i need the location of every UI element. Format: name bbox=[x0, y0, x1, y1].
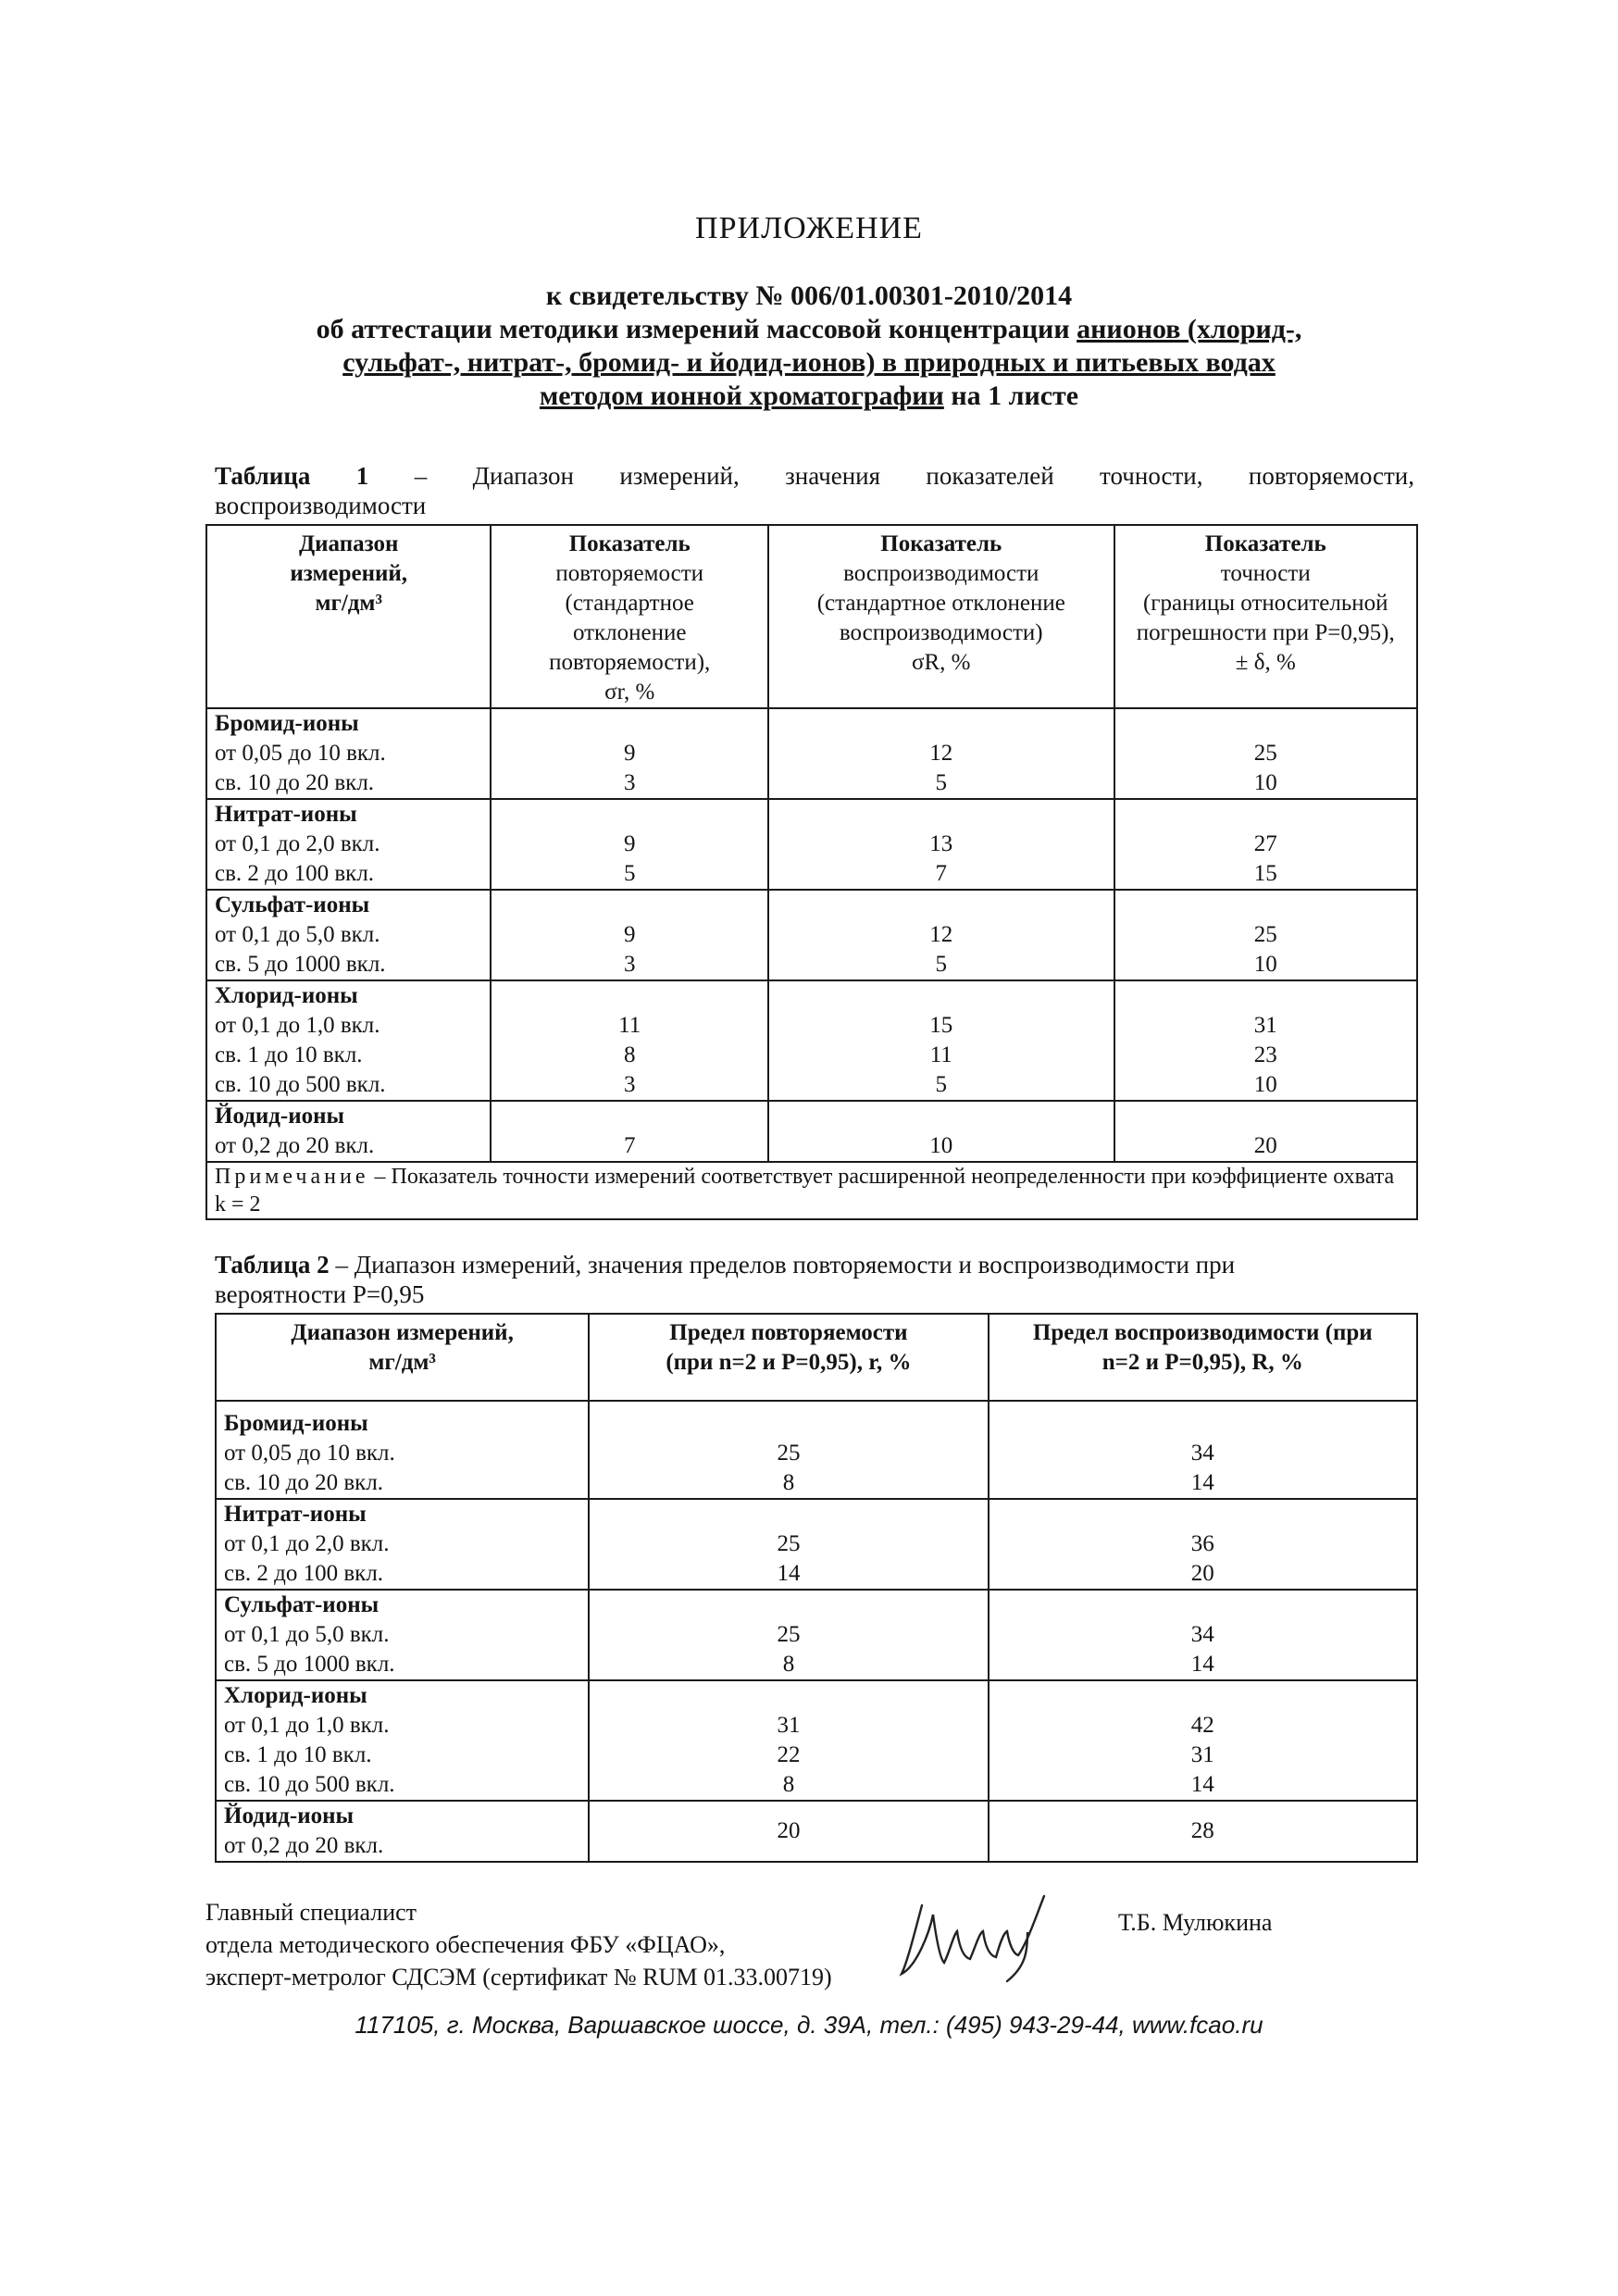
table2-caption bbox=[215, 1250, 1235, 1279]
table2-group-name: Бромид-ионы bbox=[224, 1411, 368, 1436]
spacer bbox=[499, 709, 760, 739]
table2-range: от 0,2 до 20 вкл. bbox=[224, 1833, 384, 1858]
table1-value-repeatability: 3 bbox=[623, 952, 636, 977]
table2-value-reproducibility-limit: 34 bbox=[1190, 1441, 1214, 1466]
table1-row bbox=[206, 980, 1417, 1101]
spacer bbox=[1123, 1102, 1409, 1131]
table1-value-cell bbox=[491, 890, 768, 980]
table1-caption-text: – Диапазон измерений, значения показателей точности, повторяемости, bbox=[368, 462, 1414, 490]
table2-value-reproducibility-limit: 36 bbox=[1190, 1531, 1214, 1556]
spacer bbox=[597, 1409, 979, 1439]
table1-value-reproducibility: 13 bbox=[929, 831, 953, 856]
table2-value-cell bbox=[589, 1590, 988, 1680]
table1-value-cell bbox=[768, 980, 1114, 1101]
spacer bbox=[597, 1500, 979, 1529]
spacer bbox=[499, 891, 760, 920]
subtitle-line-1-underlined: анионов (хлорид-, bbox=[1077, 314, 1302, 344]
spacer bbox=[997, 1409, 1409, 1439]
table2-range: св. 10 до 500 вкл. bbox=[224, 1772, 395, 1797]
table1-value-repeatability: 9 bbox=[623, 831, 636, 856]
table2-range-cell bbox=[216, 1401, 589, 1499]
table2-group-name: Йодид-ионы bbox=[224, 1803, 355, 1828]
table1-header-line: отклонение bbox=[572, 620, 687, 645]
table1-value-accuracy: 10 bbox=[1253, 952, 1277, 977]
table1-range: от 0,05 до 10 вкл. bbox=[215, 741, 386, 766]
footer-address: 117105, г. Москва, Варшавское шоссе, д. 39А, тел.: (495) 943-29-44, www.fcao.ru bbox=[355, 2011, 1263, 2039]
table2-value-repeatability-limit: 22 bbox=[777, 1742, 801, 1767]
table1-header-line: точности bbox=[1220, 561, 1311, 586]
table2-group-name: Сульфат-ионы bbox=[224, 1592, 380, 1617]
table1-header-title: Диапазон bbox=[298, 531, 399, 556]
table1-header-line: воспроизводимости bbox=[843, 561, 1039, 586]
table1-range: св. 1 до 10 вкл. bbox=[215, 1042, 363, 1067]
table1-value-repeatability: 3 bbox=[623, 770, 636, 795]
table1-range: св. 10 до 20 вкл. bbox=[215, 770, 375, 795]
spacer bbox=[1123, 709, 1409, 739]
table1-range-cell bbox=[206, 980, 491, 1101]
table1-header-line: σR, % bbox=[912, 650, 971, 675]
subtitle-line-1-text: об аттестации методики измерений массовой концентрации bbox=[316, 314, 1077, 344]
subtitle-line-3 bbox=[0, 381, 1618, 412]
table2-value-cell bbox=[989, 1680, 1417, 1801]
table1-row bbox=[206, 1101, 1417, 1162]
table1-header-row bbox=[206, 525, 1417, 708]
table2-group-name: Нитрат-ионы bbox=[224, 1502, 367, 1527]
spacer bbox=[777, 981, 1106, 1011]
table1-value-reproducibility: 5 bbox=[935, 952, 948, 977]
signatory-block bbox=[205, 1896, 832, 1993]
table1-group-name: Йодид-ионы bbox=[215, 1104, 345, 1129]
table2-value-reproducibility-limit: 34 bbox=[1190, 1622, 1214, 1647]
subtitle-line-2: сульфат-, нитрат-, бромид- и йодид-ионов) в природных и питьевых водах bbox=[342, 347, 1276, 378]
table2-value-repeatability-limit: 20 bbox=[777, 1818, 801, 1843]
table1-value-cell bbox=[768, 1101, 1114, 1162]
table1-value-reproducibility: 10 bbox=[929, 1133, 953, 1158]
table1-value-repeatability: 3 bbox=[623, 1072, 636, 1097]
table1-value-accuracy: 31 bbox=[1253, 1013, 1277, 1038]
table2-value-cell bbox=[589, 1499, 988, 1590]
spacer bbox=[597, 1591, 979, 1620]
table2-value-cell bbox=[989, 1801, 1417, 1862]
spacer bbox=[777, 1102, 1106, 1131]
table1-value-accuracy: 23 bbox=[1253, 1042, 1277, 1067]
table2-row bbox=[216, 1590, 1417, 1680]
table1-caption bbox=[215, 461, 1414, 491]
table2-value-repeatability-limit: 14 bbox=[777, 1561, 801, 1586]
table1-value-cell bbox=[1114, 799, 1417, 890]
table1-value-cell bbox=[491, 799, 768, 890]
table1-range: от 0,1 до 2,0 вкл. bbox=[215, 831, 380, 856]
table2-header-cell bbox=[589, 1314, 988, 1401]
table2-value-repeatability-limit: 8 bbox=[782, 1652, 795, 1677]
table1-value-cell bbox=[491, 708, 768, 799]
table1-header-line: повторяемости bbox=[555, 561, 704, 586]
table2-value-reproducibility-limit: 14 bbox=[1190, 1772, 1214, 1797]
table1-header-cell bbox=[768, 525, 1114, 708]
table2-range-cell bbox=[216, 1590, 589, 1680]
table1-header-line: повторяемости), bbox=[549, 650, 711, 675]
table1-value-cell bbox=[1114, 890, 1417, 980]
table2-value-reproducibility-limit: 14 bbox=[1190, 1470, 1214, 1495]
table1-caption-line2: воспроизводимости bbox=[215, 492, 427, 519]
table2-range-cell bbox=[216, 1801, 589, 1862]
table1-value-accuracy: 15 bbox=[1253, 861, 1277, 886]
table2-value-reproducibility-limit: 31 bbox=[1190, 1742, 1214, 1767]
table1-range-cell bbox=[206, 708, 491, 799]
table1-value-reproducibility: 5 bbox=[935, 770, 948, 795]
table1-value-cell bbox=[768, 708, 1114, 799]
spacer bbox=[499, 981, 760, 1011]
table1-value-cell bbox=[768, 890, 1114, 980]
table1-note-row bbox=[206, 1162, 1417, 1219]
table1-range-cell bbox=[206, 1101, 491, 1162]
handwritten-signature bbox=[889, 1878, 1074, 1989]
table1-row bbox=[206, 890, 1417, 980]
table1-value-cell bbox=[1114, 980, 1417, 1101]
table1-value-repeatability: 9 bbox=[623, 741, 636, 766]
spacer bbox=[997, 1500, 1409, 1529]
table-2 bbox=[215, 1313, 1418, 1863]
table2-caption-text: – Диапазон измерений, значения пределов повторяемости и воспроизводимости при bbox=[329, 1251, 1236, 1279]
table1-value-accuracy: 25 bbox=[1253, 741, 1277, 766]
table2-range: св. 2 до 100 вкл. bbox=[224, 1561, 384, 1586]
table2-range-cell bbox=[216, 1680, 589, 1801]
table1-value-repeatability: 8 bbox=[623, 1042, 636, 1067]
table2-value-repeatability-limit: 25 bbox=[777, 1441, 801, 1466]
spacer bbox=[1123, 891, 1409, 920]
table1-caption-label: Таблица 1 bbox=[215, 462, 369, 490]
table2-value-reproducibility-limit: 14 bbox=[1190, 1652, 1214, 1677]
table1-value-accuracy: 10 bbox=[1253, 770, 1277, 795]
table2-value-cell bbox=[989, 1590, 1417, 1680]
table1-header-title: Показатель bbox=[880, 531, 1002, 556]
signatory-certificate: эксперт-метролог СДСЭМ (сертификат № RUM 01.33.00719) bbox=[205, 1964, 832, 1990]
table1-header-line: мг/дм³ bbox=[315, 591, 382, 616]
table2-caption-line2: вероятности P=0,95 bbox=[215, 1280, 425, 1308]
table2-value-reproducibility-limit: 42 bbox=[1190, 1713, 1214, 1738]
table1-value-cell bbox=[1114, 1101, 1417, 1162]
table2-value-repeatability-limit: 25 bbox=[777, 1531, 801, 1556]
table1-value-cell bbox=[491, 980, 768, 1101]
certificate-number: к свидетельству № 006/01.00301-2010/2014 bbox=[545, 281, 1073, 311]
table2-header-cell bbox=[989, 1314, 1417, 1401]
table2-row bbox=[216, 1680, 1417, 1801]
table2-value-reproducibility-limit: 20 bbox=[1190, 1561, 1214, 1586]
table1-range: от 0,1 до 1,0 вкл. bbox=[215, 1013, 380, 1038]
table1-group-name: Нитрат-ионы bbox=[215, 802, 357, 827]
table1-group-name: Хлорид-ионы bbox=[215, 983, 358, 1008]
table1-value-accuracy: 10 bbox=[1253, 1072, 1277, 1097]
table1-range: св. 2 до 100 вкл. bbox=[215, 861, 375, 886]
table1-range-cell bbox=[206, 799, 491, 890]
spacer bbox=[777, 800, 1106, 830]
table2-range: от 0,05 до 10 вкл. bbox=[224, 1441, 395, 1466]
spacer bbox=[1123, 981, 1409, 1011]
table2-value-cell bbox=[989, 1401, 1417, 1499]
table1-header-line: воспроизводимости) bbox=[839, 620, 1043, 645]
spacer bbox=[499, 1102, 760, 1131]
table1-value-cell bbox=[491, 1101, 768, 1162]
table2-row bbox=[216, 1499, 1417, 1590]
table1-value-reproducibility: 7 bbox=[935, 861, 948, 886]
table2-caption-label: Таблица 2 bbox=[215, 1251, 330, 1279]
table1-value-accuracy: 20 bbox=[1253, 1133, 1277, 1158]
table2-row bbox=[216, 1401, 1417, 1499]
table1-range-cell bbox=[206, 890, 491, 980]
table1-value-repeatability: 7 bbox=[623, 1133, 636, 1158]
table1-header-cell bbox=[206, 525, 491, 708]
subtitle-line-3-underlined: методом ионной хроматографии bbox=[539, 381, 944, 411]
table1-note-text: – Показатель точности измерений соответствует расширенной неопределенности при коэффициенте охвата k = 2 bbox=[215, 1165, 1395, 1217]
table1-value-reproducibility: 15 bbox=[929, 1013, 953, 1038]
spacer bbox=[1123, 800, 1409, 830]
table2-header-line: Предел воспроизводимости (при bbox=[1032, 1320, 1373, 1345]
table1-value-cell bbox=[1114, 708, 1417, 799]
table2-range: св. 5 до 1000 вкл. bbox=[224, 1652, 395, 1677]
table2-value-cell bbox=[589, 1801, 988, 1862]
table2-header-line: n=2 и P=0,95), R, % bbox=[1101, 1350, 1303, 1375]
table1-group-name: Бромид-ионы bbox=[215, 711, 359, 736]
table1-value-repeatability: 9 bbox=[623, 922, 636, 947]
signatory-department: отдела методического обеспечения ФБУ «ФЦАО», bbox=[205, 1931, 726, 1958]
table1-range: от 0,1 до 5,0 вкл. bbox=[215, 922, 380, 947]
table1-header-line: (границы относительной bbox=[1142, 591, 1388, 616]
table2-value-cell bbox=[989, 1499, 1417, 1590]
table1-row bbox=[206, 799, 1417, 890]
table1-value-repeatability: 5 bbox=[623, 861, 636, 886]
table1-row bbox=[206, 708, 1417, 799]
table1-value-accuracy: 27 bbox=[1253, 831, 1277, 856]
spacer bbox=[997, 1591, 1409, 1620]
table1-value-reproducibility: 11 bbox=[929, 1042, 952, 1067]
table2-header-line: (при n=2 и P=0,95), r, % bbox=[666, 1350, 912, 1375]
table2-row bbox=[216, 1801, 1417, 1862]
table2-range-cell bbox=[216, 1499, 589, 1590]
table2-value-repeatability-limit: 8 bbox=[782, 1470, 795, 1495]
table2-header-line: Диапазон измерений, bbox=[291, 1320, 514, 1345]
subtitle-line-3-text: на 1 листе bbox=[943, 381, 1079, 411]
table2-range: от 0,1 до 2,0 вкл. bbox=[224, 1531, 390, 1556]
table1-note bbox=[206, 1162, 1417, 1219]
table2-group-name: Хлорид-ионы bbox=[224, 1683, 367, 1708]
table1-value-accuracy: 25 bbox=[1253, 922, 1277, 947]
table1-group-name: Сульфат-ионы bbox=[215, 892, 370, 917]
spacer bbox=[777, 709, 1106, 739]
table2-value-cell bbox=[589, 1401, 988, 1499]
table1-value-reproducibility: 12 bbox=[929, 922, 953, 947]
table2-header-row bbox=[216, 1314, 1417, 1401]
table1-header-cell bbox=[1114, 525, 1417, 708]
subtitle-line-1 bbox=[0, 314, 1618, 345]
table1-header-line: σr, % bbox=[604, 680, 655, 705]
table2-range: св. 1 до 10 вкл. bbox=[224, 1742, 372, 1767]
table1-range: св. 10 до 500 вкл. bbox=[215, 1072, 386, 1097]
table1-value-repeatability: 11 bbox=[618, 1013, 641, 1038]
table2-header-cell bbox=[216, 1314, 589, 1401]
table1-header-title: Показатель bbox=[1204, 531, 1326, 556]
table2-value-repeatability-limit: 31 bbox=[777, 1713, 801, 1738]
spacer bbox=[777, 891, 1106, 920]
table2-header-line: Предел повторяемости bbox=[669, 1320, 908, 1345]
table2-value-repeatability-limit: 8 bbox=[782, 1772, 795, 1797]
table1-header-title: Показатель bbox=[568, 531, 691, 556]
signatory-position: Главный специалист bbox=[205, 1899, 417, 1926]
signatory-name: Т.Б. Мулюкина bbox=[1118, 1909, 1273, 1936]
spacer bbox=[597, 1681, 979, 1711]
table2-range: от 0,1 до 1,0 вкл. bbox=[224, 1713, 390, 1738]
table1-header-line: ± δ, % bbox=[1235, 650, 1296, 675]
table1-header-line: (стандартное bbox=[565, 591, 694, 616]
table2-range: св. 10 до 20 вкл. bbox=[224, 1470, 384, 1495]
table1-header-line: погрешности при P=0,95), bbox=[1136, 620, 1395, 645]
table1-range: св. 5 до 1000 вкл. bbox=[215, 952, 386, 977]
table1-value-reproducibility: 12 bbox=[929, 741, 953, 766]
spacer bbox=[997, 1681, 1409, 1711]
table1-value-cell bbox=[768, 799, 1114, 890]
table2-value-reproducibility-limit: 28 bbox=[1190, 1818, 1214, 1843]
table1-note-label: Примечание bbox=[215, 1165, 369, 1189]
table1-range: от 0,2 до 20 вкл. bbox=[215, 1133, 375, 1158]
table1-header-cell bbox=[491, 525, 768, 708]
table2-range: от 0,1 до 5,0 вкл. bbox=[224, 1622, 390, 1647]
table1-value-reproducibility: 5 bbox=[935, 1072, 948, 1097]
table-1 bbox=[205, 524, 1418, 1220]
table1-header-line: измерений, bbox=[290, 561, 408, 586]
page-title: ПРИЛОЖЕНИЕ bbox=[695, 211, 923, 245]
table2-header-line: мг/дм³ bbox=[368, 1350, 436, 1375]
spacer bbox=[499, 800, 760, 830]
table2-value-cell bbox=[589, 1680, 988, 1801]
table1-header-line: (стандартное отклонение bbox=[816, 591, 1065, 616]
table2-value-repeatability-limit: 25 bbox=[777, 1622, 801, 1647]
